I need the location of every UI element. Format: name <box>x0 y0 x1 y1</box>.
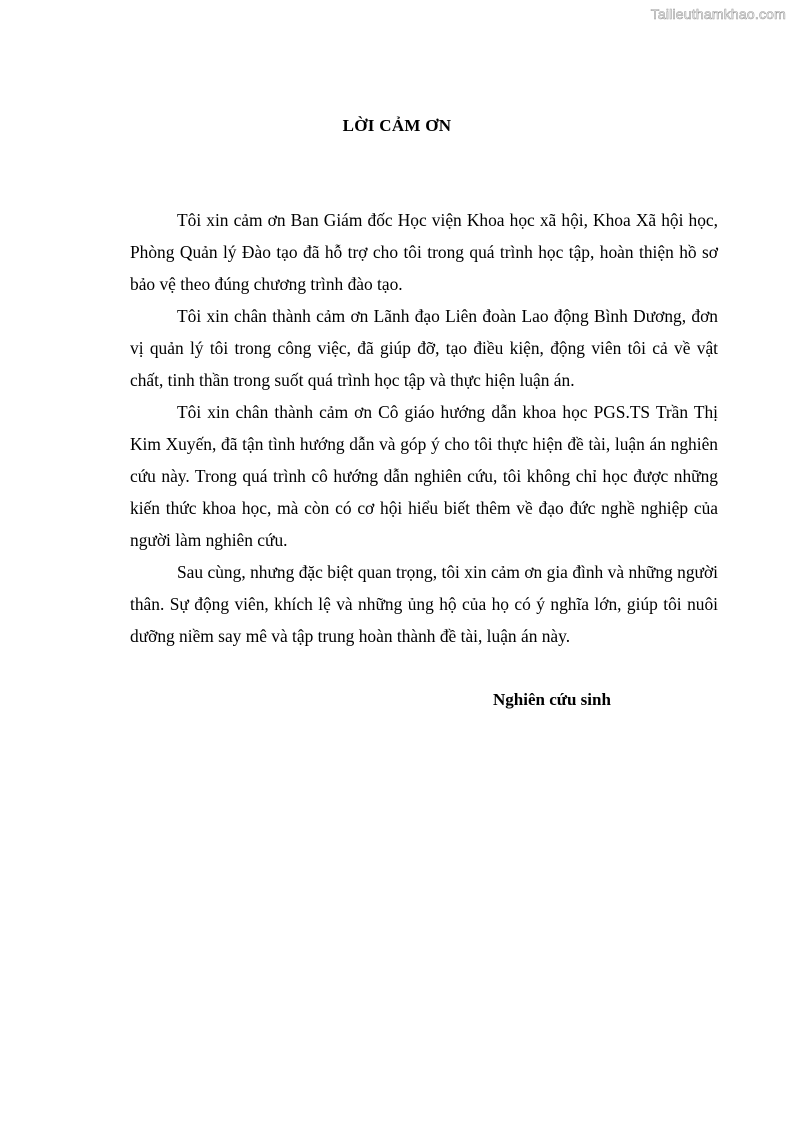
paragraph: Tôi xin cảm ơn Ban Giám đốc Học viện Khoa học xã hội, Khoa Xã hội học, Phòng Quản lý Đào tạo đã hỗ trợ cho tôi trong quá trình học tập, hoàn thiện hồ sơ bảo vệ theo đúng chương trình đào tạo. <box>130 210 718 294</box>
paragraph: Sau cùng, nhưng đặc biệt quan trọng, tôi xin cảm ơn gia đình và những người thân. Sự động viên, khích lệ và những ủng hộ của họ có ý nghĩa lớn, giúp tôi nuôi dưỡng niềm say mê và tập trung hoàn thành đề tài, luận án này. <box>130 562 718 646</box>
acknowledgement-body <box>130 204 718 652</box>
page-title: LỜI CẢM ƠN <box>342 116 452 135</box>
paragraph: Tôi xin chân thành cảm ơn Lãnh đạo Liên đoàn Lao động Bình Dương, đơn vị quản lý tôi trong công việc, đã giúp đỡ, tạo điều kiện, động viên tôi cả về vật chất, tinh thần trong suốt quá trình học tập và thực hiện luận án. <box>130 306 718 390</box>
signature: Nghiên cứu sinh <box>493 690 611 709</box>
paragraph: Tôi xin chân thành cảm ơn Cô giáo hướng dẫn khoa học PGS.TS Trần Thị Kim Xuyến, đã tận tình hướng dẫn và góp ý cho tôi thực hiện đề tài, luận án nghiên cứu này. Trong quá trình cô hướng dẫn nghiên cứu, tôi không chỉ học được những kiến thức khoa học, mà còn có cơ hội hiểu biết thêm về đạo đức nghề nghiệp của người làm nghiên cứu. <box>130 402 718 550</box>
watermark: Tailieuthamkhao.com <box>650 6 786 22</box>
